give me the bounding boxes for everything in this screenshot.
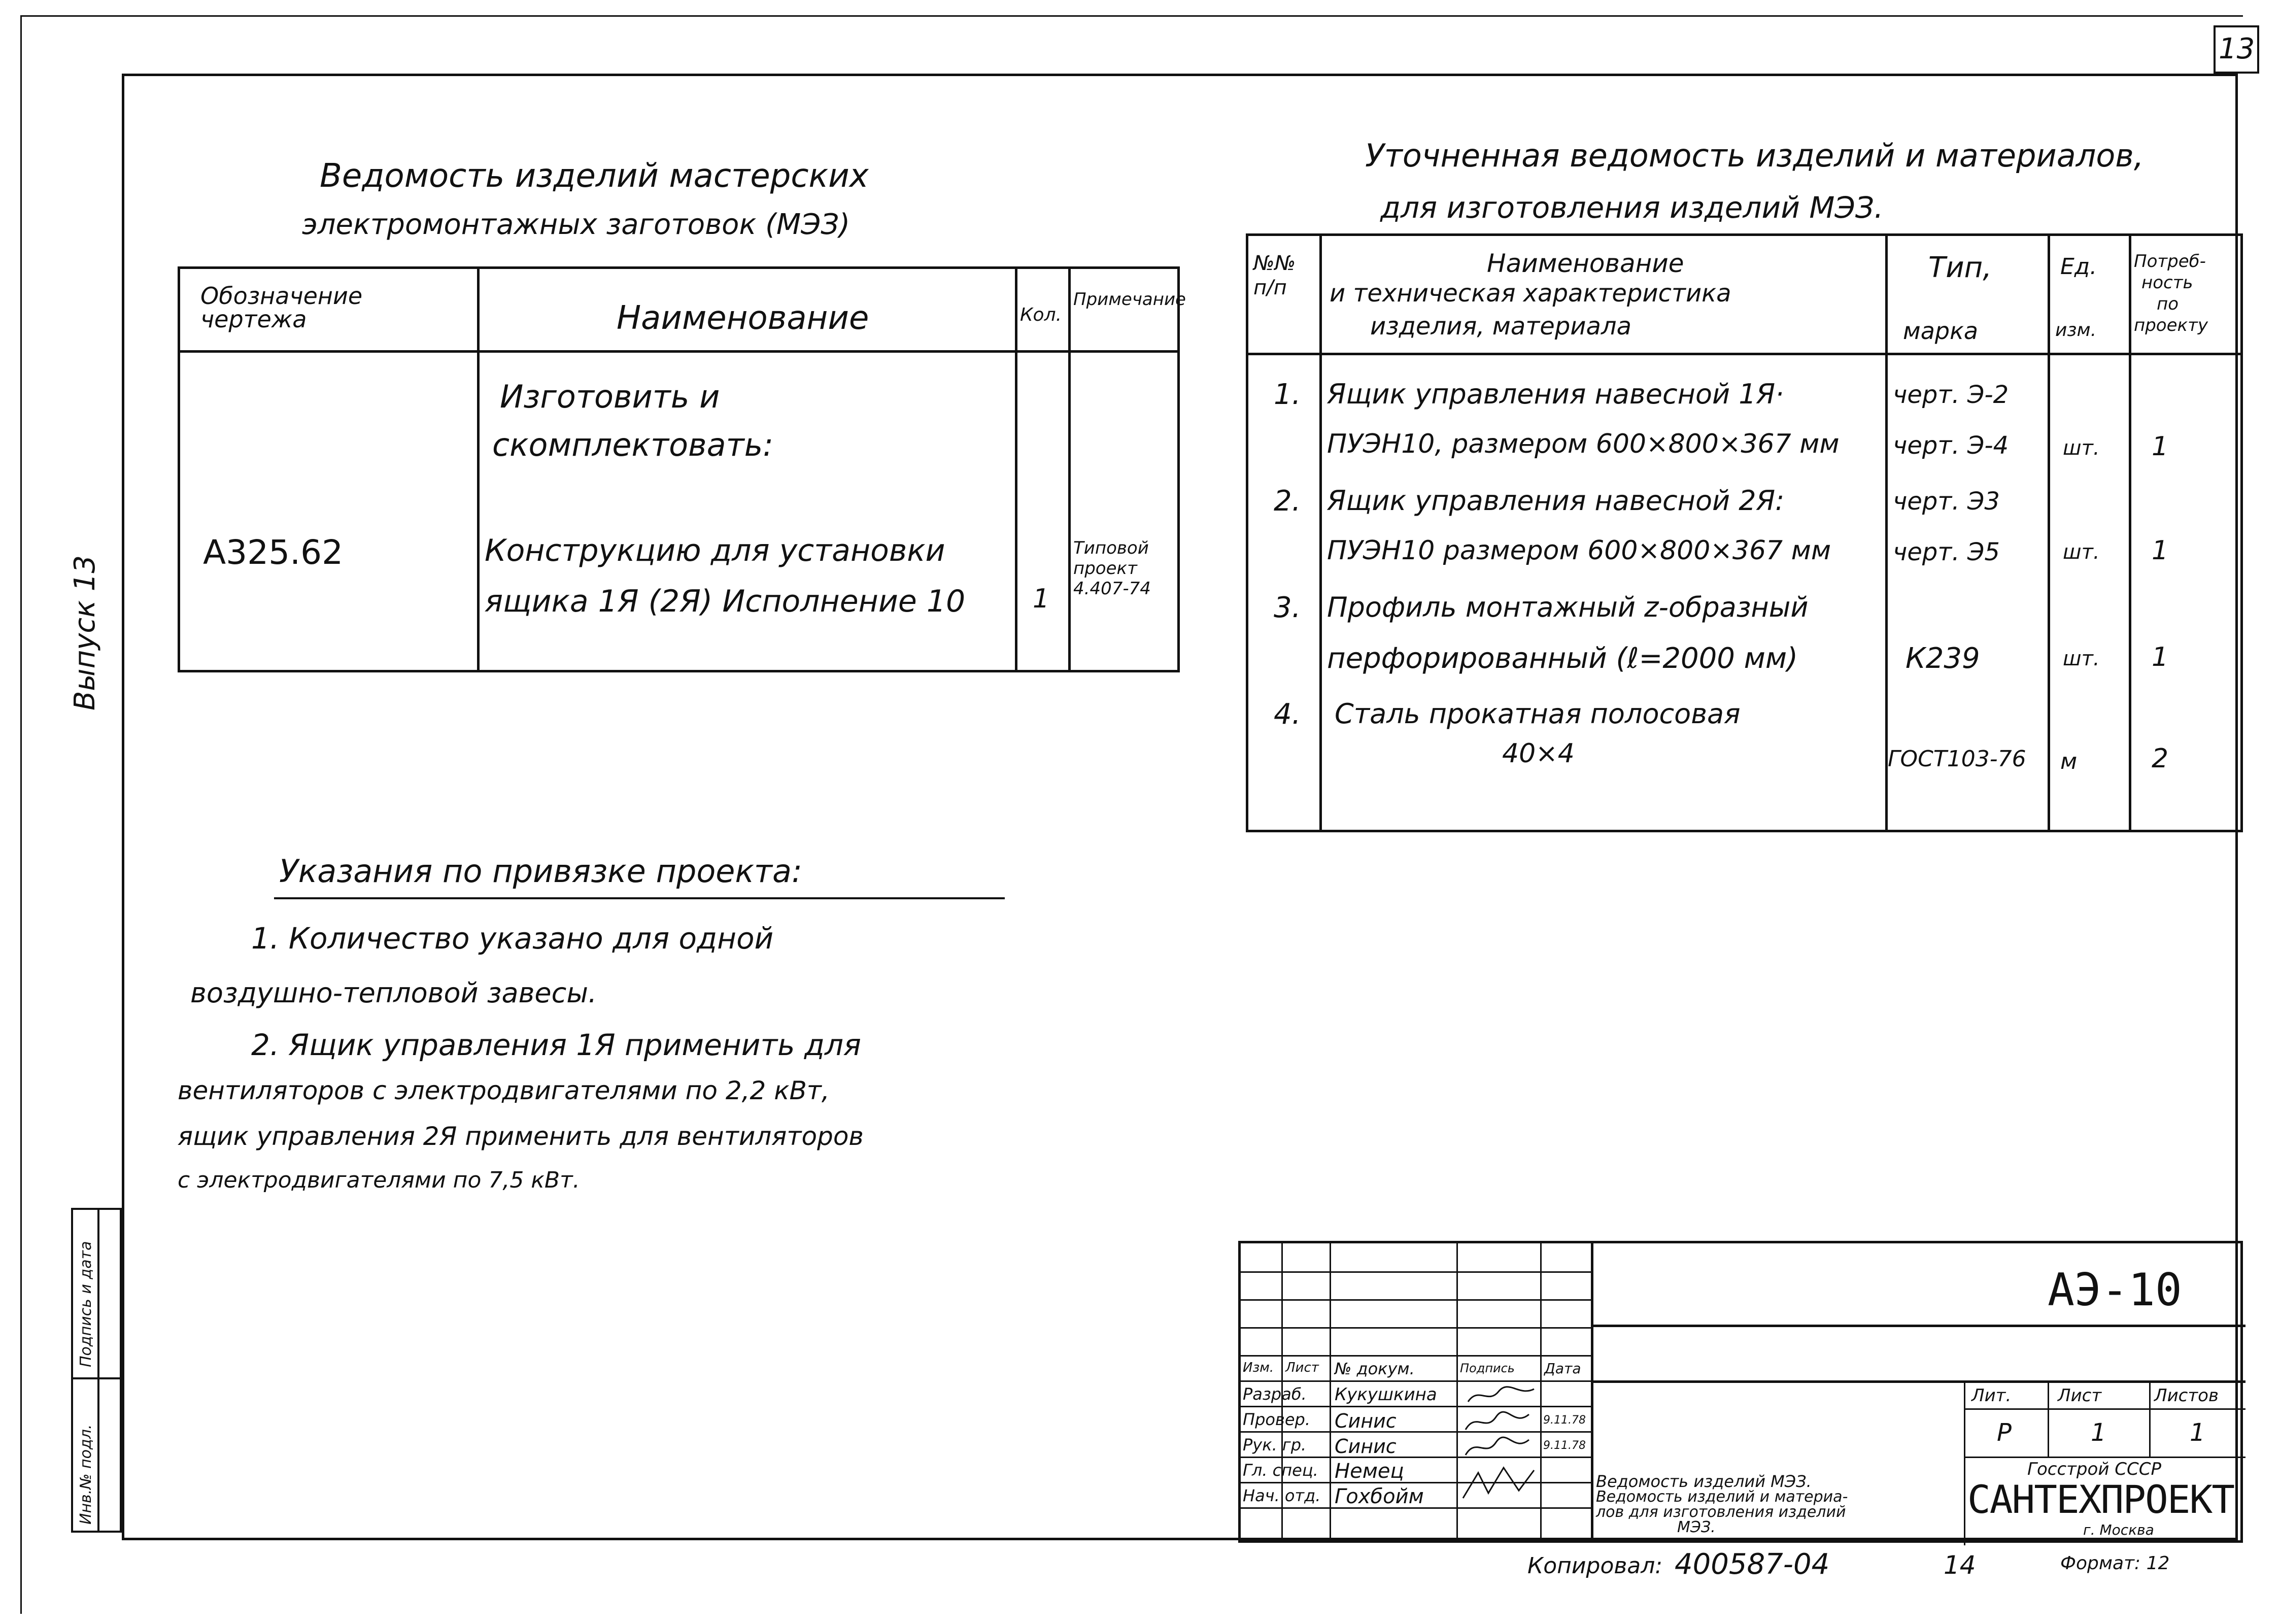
spec-row4-line2: 40×4 — [1502, 738, 1575, 769]
person-role-5: Нач. отд. — [1243, 1486, 1321, 1505]
row-qty: 1 — [1033, 584, 1050, 614]
instruction-line-4: вентиляторов с электродвигателями по 2,2 кВт, — [178, 1076, 830, 1105]
header-note: Примечание — [1073, 289, 1186, 310]
spec-row2-unit: шт. — [2063, 540, 2100, 564]
spec-header-unit-2: изм. — [2055, 320, 2097, 341]
spec-row1-type1: черт. Э-2 — [1893, 381, 2009, 409]
spec-header-need-4: проекту — [2134, 315, 2208, 335]
title-block — [1238, 1241, 2243, 1543]
spec-row1-line1: Ящик управления навесной 1Я· — [1327, 378, 1784, 410]
instructions-title: Указания по привязке проекта: — [279, 853, 802, 890]
footer-format: Формат: 12 — [2060, 1553, 2170, 1574]
signatures — [1458, 1381, 1559, 1513]
spec-row2-line1: Ящик управления навесной 2Я: — [1327, 485, 1785, 517]
person-name-3: Синис — [1335, 1435, 1397, 1458]
org-gosstroy: Госстрой СССР — [2027, 1459, 2161, 1479]
person-name-1: Кукушкина — [1335, 1384, 1437, 1405]
instruction-line-6: с электродвигателями по 7,5 кВт. — [178, 1167, 580, 1193]
org-santekhproekt: САНТЕХПРОЕКТ — [1967, 1477, 2234, 1522]
title-block-code: АЭ-10 — [2048, 1264, 2182, 1316]
spec-row1-type2: черт. Э-4 — [1893, 431, 2009, 460]
spec-header-name-3: изделия, материала — [1370, 312, 1631, 341]
person-name-5: Гохбойм — [1335, 1485, 1424, 1508]
description-line-4: МЭЗ. — [1677, 1518, 1716, 1536]
row-name-line2: ящика 1Я (2Я) Исполнение 10 — [485, 584, 966, 619]
spec-row3-type2: К239 — [1905, 642, 1980, 675]
person-date-2: 9.11.78 — [1543, 1414, 1586, 1427]
sign-header-list: Лист — [1285, 1360, 1319, 1375]
stamp-label-inventory: Инв.№ подл. — [77, 1424, 95, 1525]
sheet-number: 13 — [2219, 32, 2255, 65]
spec-table — [1246, 233, 2243, 832]
description-line-3: лов для изготовления изделий — [1596, 1503, 1846, 1521]
spec-row4-qty: 2 — [2152, 743, 2169, 774]
spec-header-type-1: Тип, — [1928, 251, 1992, 284]
issue-text: Выпуск 13 — [69, 555, 101, 710]
sign-header-izm: Изм. — [1243, 1360, 1274, 1375]
spec-header-need-2: ность — [2141, 273, 2193, 293]
row-designation: А325.62 — [203, 533, 344, 572]
spec-row3-num: 3. — [1274, 591, 1301, 624]
spec-row4-line1: Сталь прокатная полосовая — [1335, 698, 1741, 730]
spec-header-unit-1: Ед. — [2060, 254, 2097, 280]
header-name: Наименование — [617, 299, 869, 337]
spec-header-num: №№ п/п — [1253, 252, 1296, 299]
spec-title-line1: Уточненная ведомость изделий и материалов, — [1365, 137, 2144, 174]
person-role-3: Рук. гр. — [1243, 1435, 1307, 1454]
intro-line2: скомплектовать: — [492, 426, 774, 463]
description-line-2: Ведомость изделий и материа- — [1596, 1488, 1848, 1506]
spec-row1-qty: 1 — [2152, 431, 2169, 462]
footer-code: 400587-04 — [1675, 1548, 1830, 1581]
lit-label: Лит. — [1971, 1385, 2012, 1406]
row-note-line1: Типовой — [1073, 538, 1149, 558]
spec-row4-type2: ГОСТ103-76 — [1888, 746, 2026, 772]
sheets-value: 1 — [2190, 1418, 2205, 1447]
sheet-value: 1 — [2091, 1418, 2106, 1447]
workshop-title-line2: электромонтажных заготовок (МЭЗ) — [302, 208, 850, 241]
row-name-line1: Конструкцию для установки — [485, 533, 945, 568]
sheet-number-box — [2214, 25, 2259, 74]
spec-header-need-3: по — [2157, 294, 2179, 314]
spec-header-name-2: и техническая характеристика — [1330, 279, 1731, 308]
spec-title-line2: для изготовления изделий МЭЗ. — [1380, 190, 1884, 225]
spec-row4-num: 4. — [1274, 698, 1301, 731]
spec-header-type-2: марка — [1903, 317, 1979, 345]
org-city: г. Москва — [2083, 1521, 2154, 1538]
spec-row2-type1: черт. Э3 — [1893, 487, 2000, 516]
person-role-1: Разраб. — [1243, 1384, 1307, 1404]
lit-value: Р — [1997, 1418, 2012, 1447]
instruction-line-5: ящик управления 2Я применить для вентиляторов — [178, 1122, 864, 1151]
spec-row3-line2: перфорированный (ℓ=2000 мм) — [1327, 642, 1798, 675]
outer-top-edge — [20, 15, 2243, 17]
instruction-line-2: воздушно-тепловой завесы. — [190, 977, 597, 1009]
sheet-label: Лист — [2058, 1385, 2102, 1406]
spec-row2-num: 2. — [1274, 485, 1301, 518]
workshop-title-line1: Ведомость изделий мастерских — [320, 157, 869, 195]
row-note-line2: проект — [1073, 558, 1137, 579]
spec-row4-unit: м — [2060, 749, 2078, 774]
footer-page: 14 — [1944, 1550, 1976, 1580]
person-date-3: 9.11.78 — [1543, 1439, 1586, 1452]
spec-row3-line1: Профиль монтажный z-образный — [1327, 591, 1809, 623]
spec-header-need-1: Потреб- — [2134, 251, 2206, 272]
spec-row1-num: 1. — [1274, 378, 1301, 411]
instruction-line-1: 1. Количество указано для одной — [251, 921, 774, 956]
spec-row1-unit: шт. — [2063, 436, 2100, 460]
instructions-underline — [274, 897, 1005, 899]
stamp-label-signature: Подпись и дата — [77, 1241, 95, 1367]
spec-row3-qty: 1 — [2152, 642, 2169, 672]
spec-row3-unit: шт. — [2063, 647, 2100, 670]
person-role-4: Гл. спец. — [1243, 1461, 1318, 1480]
spec-row1-line2: ПУЭН10, размером 600×800×367 мм — [1327, 429, 1840, 459]
intro-line1: Изготовить и — [500, 378, 720, 415]
row-note-line3: 4.407-74 — [1073, 579, 1151, 599]
sheets-label: Листов — [2154, 1385, 2219, 1406]
person-name-4: Немец — [1335, 1460, 1404, 1483]
header-qty: Кол. — [1020, 304, 1062, 325]
footer-copied: Копировал: — [1527, 1553, 1663, 1579]
outer-left-edge — [20, 15, 22, 1614]
person-name-2: Синис — [1335, 1410, 1397, 1432]
sign-header-sign: Подпись — [1460, 1361, 1515, 1375]
spec-row2-type2: черт. Э5 — [1893, 538, 2000, 566]
workshop-table — [178, 266, 1186, 672]
instruction-line-3: 2. Ящик управления 1Я применить для — [251, 1028, 861, 1062]
person-role-2: Провер. — [1243, 1410, 1310, 1429]
sign-header-date: Дата — [1544, 1360, 1581, 1377]
spec-row2-line2: ПУЭН10 размером 600×800×367 мм — [1327, 535, 1831, 566]
margin-stamp — [71, 1208, 122, 1533]
header-designation: Обозначение чертежа — [200, 282, 363, 333]
sign-header-doc: № докум. — [1335, 1359, 1415, 1378]
description-line-1: Ведомость изделий МЭЗ. — [1596, 1472, 1812, 1491]
spec-header-name-1: Наименование — [1487, 249, 1684, 278]
spec-row2-qty: 1 — [2152, 535, 2169, 566]
